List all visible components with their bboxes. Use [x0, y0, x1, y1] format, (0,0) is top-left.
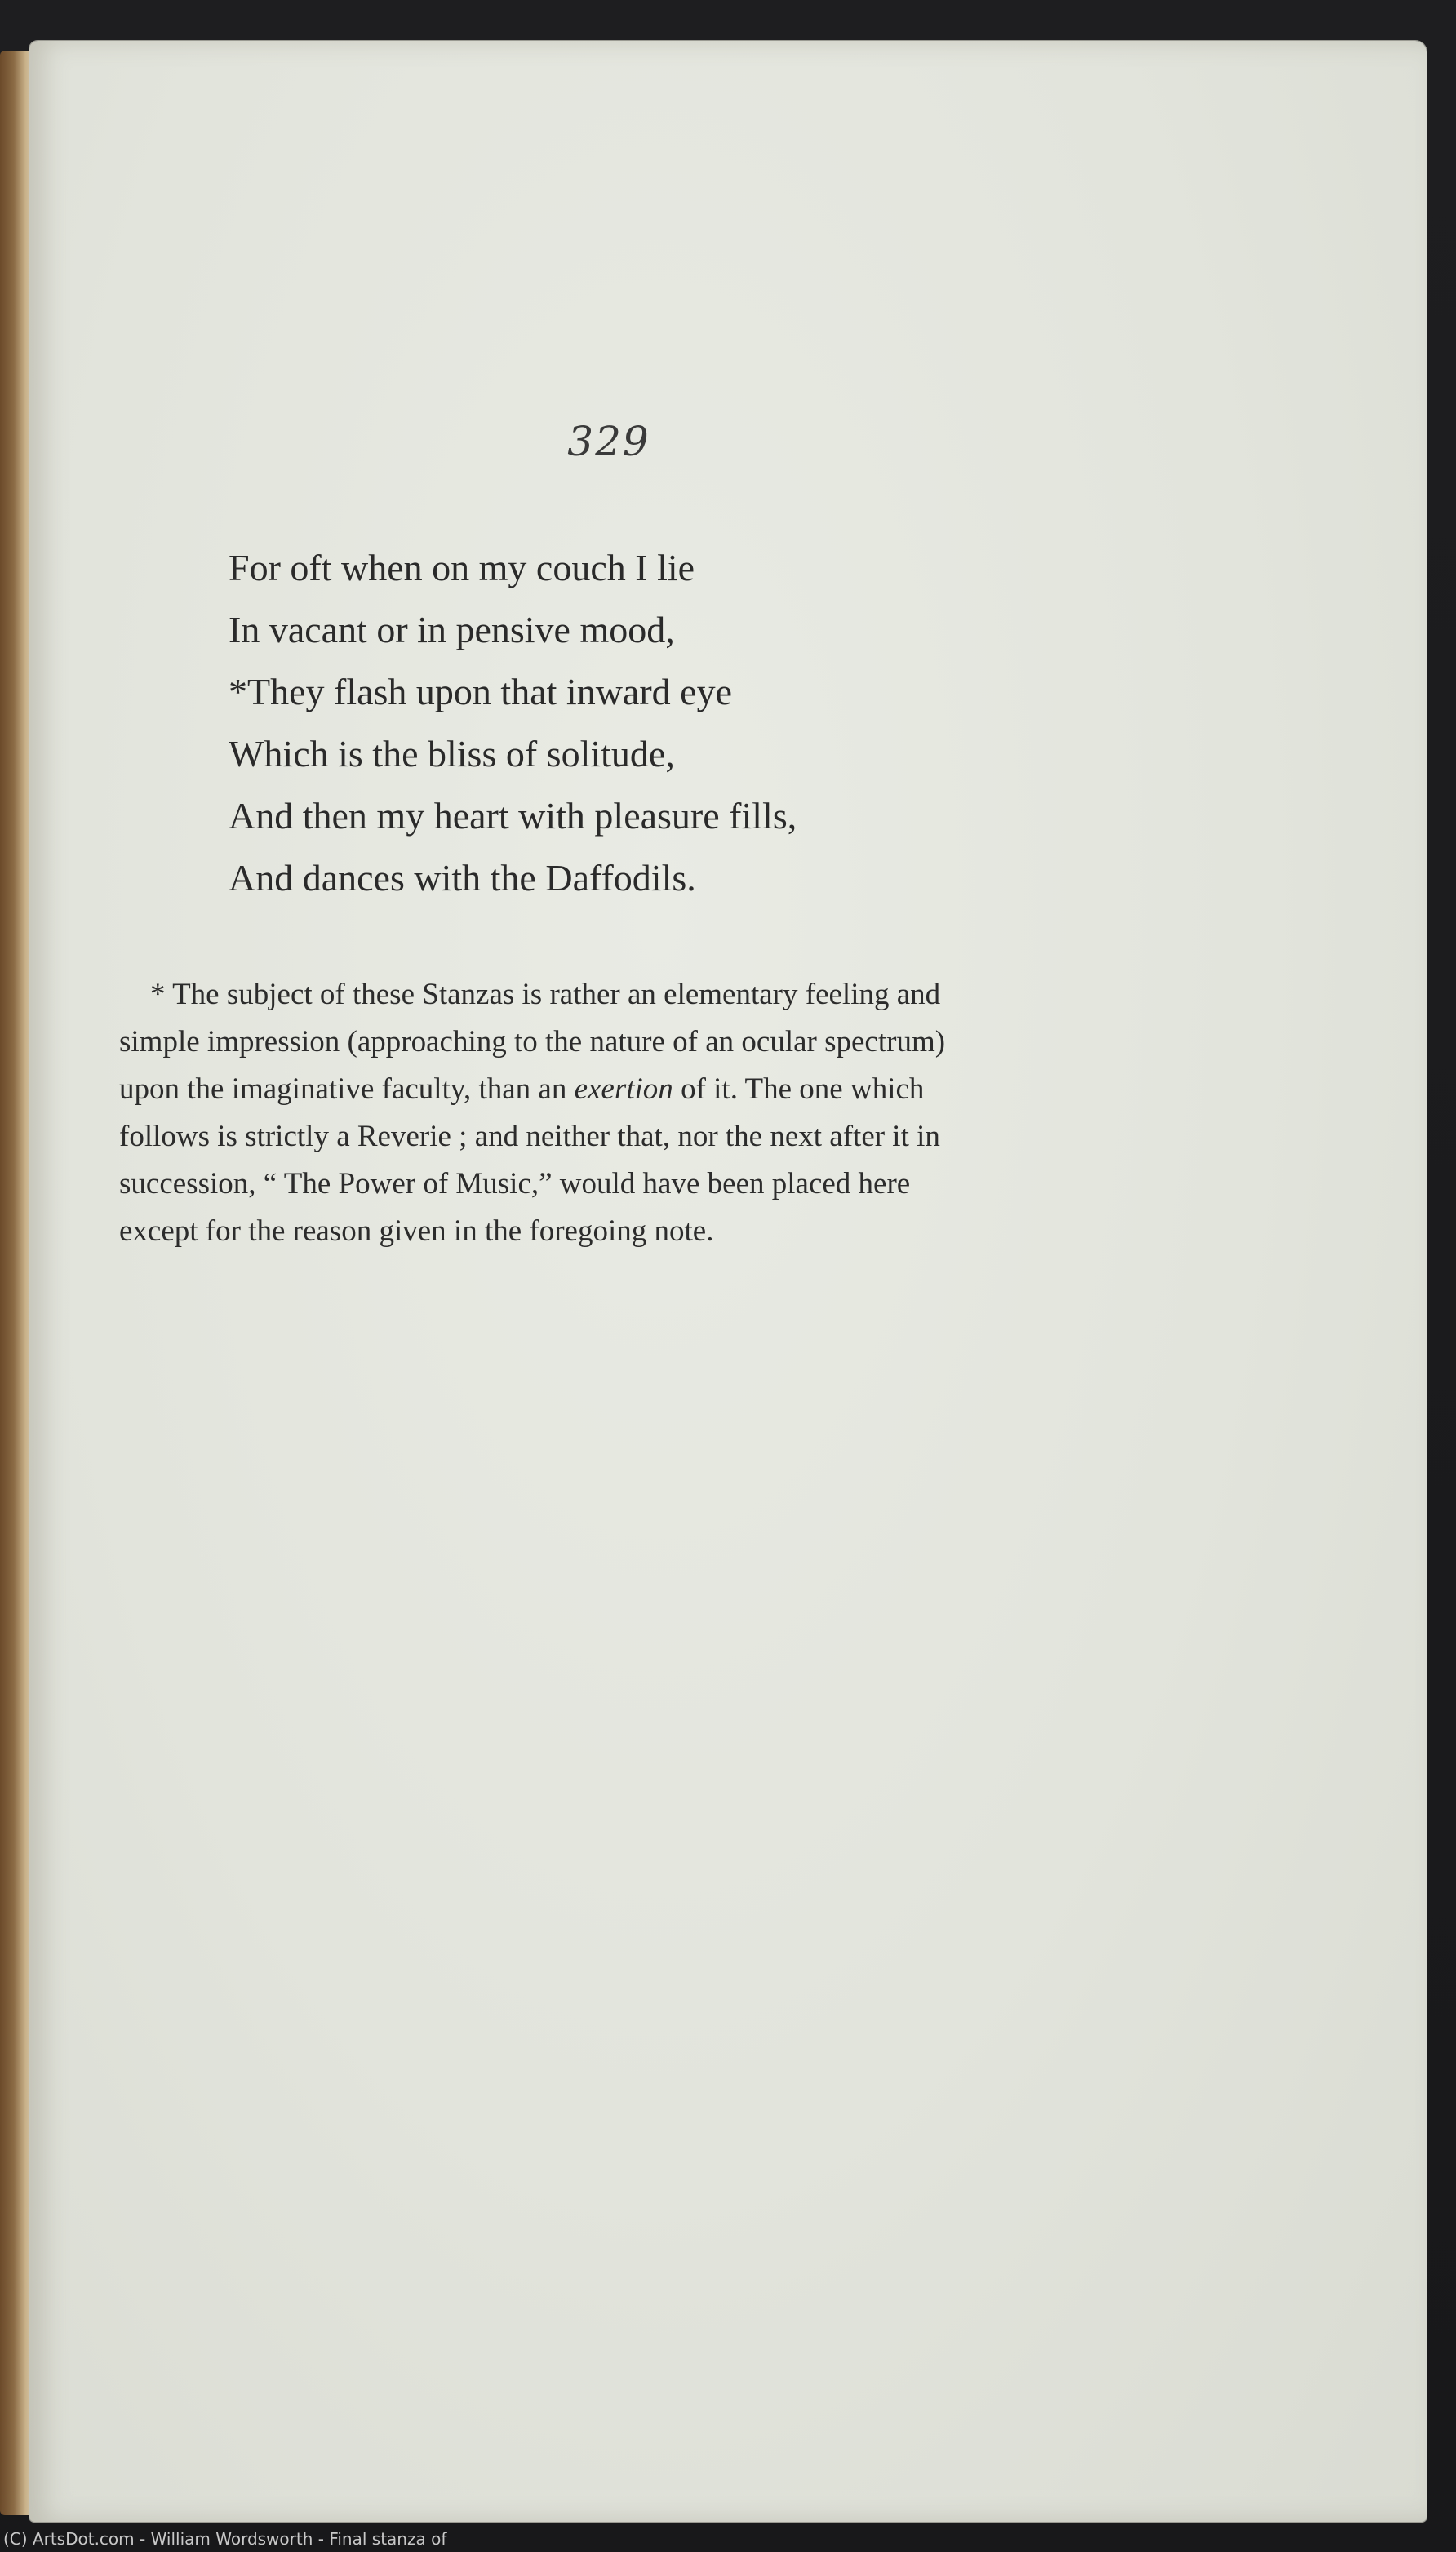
page-number: 329	[567, 418, 650, 465]
footnote-text: upon the imaginative faculty, than an	[119, 1072, 575, 1106]
poem-line: For oft when on my couch I lie	[229, 547, 695, 588]
footnote-line: follows is strictly a Reverie ; and neither that, nor the next after it in	[119, 1120, 940, 1153]
poem-line: In vacant or in pensive mood,	[229, 609, 675, 650]
footnote-text: of it. The one which	[673, 1072, 925, 1106]
footnote-line: simple impression (approaching to the nature of an ocular spectrum)	[119, 1025, 946, 1059]
footnote-line: * The subject of these Stanzas is rather an elementary feeling and	[150, 978, 941, 1011]
poem-stanza	[229, 537, 1126, 909]
footnote-line: except for the reason given in the foregoing note.	[119, 1214, 714, 1248]
book-page	[29, 41, 1427, 2522]
footnote-italic-word: exertion	[574, 1072, 673, 1106]
footnote-line	[119, 1066, 1123, 1113]
poem-line: And dances with the Daffodils.	[229, 857, 696, 899]
footnote	[119, 971, 1123, 1255]
watermark-caption: (C) ArtsDot.com - William Wordsworth - Final stanza of	[3, 2529, 447, 2549]
poem-line: And then my heart with pleasure fills,	[229, 795, 797, 837]
poem-line: *They flash upon that inward eye	[229, 671, 732, 712]
poem-line: Which is the bliss of solitude,	[229, 733, 675, 774]
footnote-line: succession, “ The Power of Music,” would have been placed here	[119, 1167, 911, 1201]
